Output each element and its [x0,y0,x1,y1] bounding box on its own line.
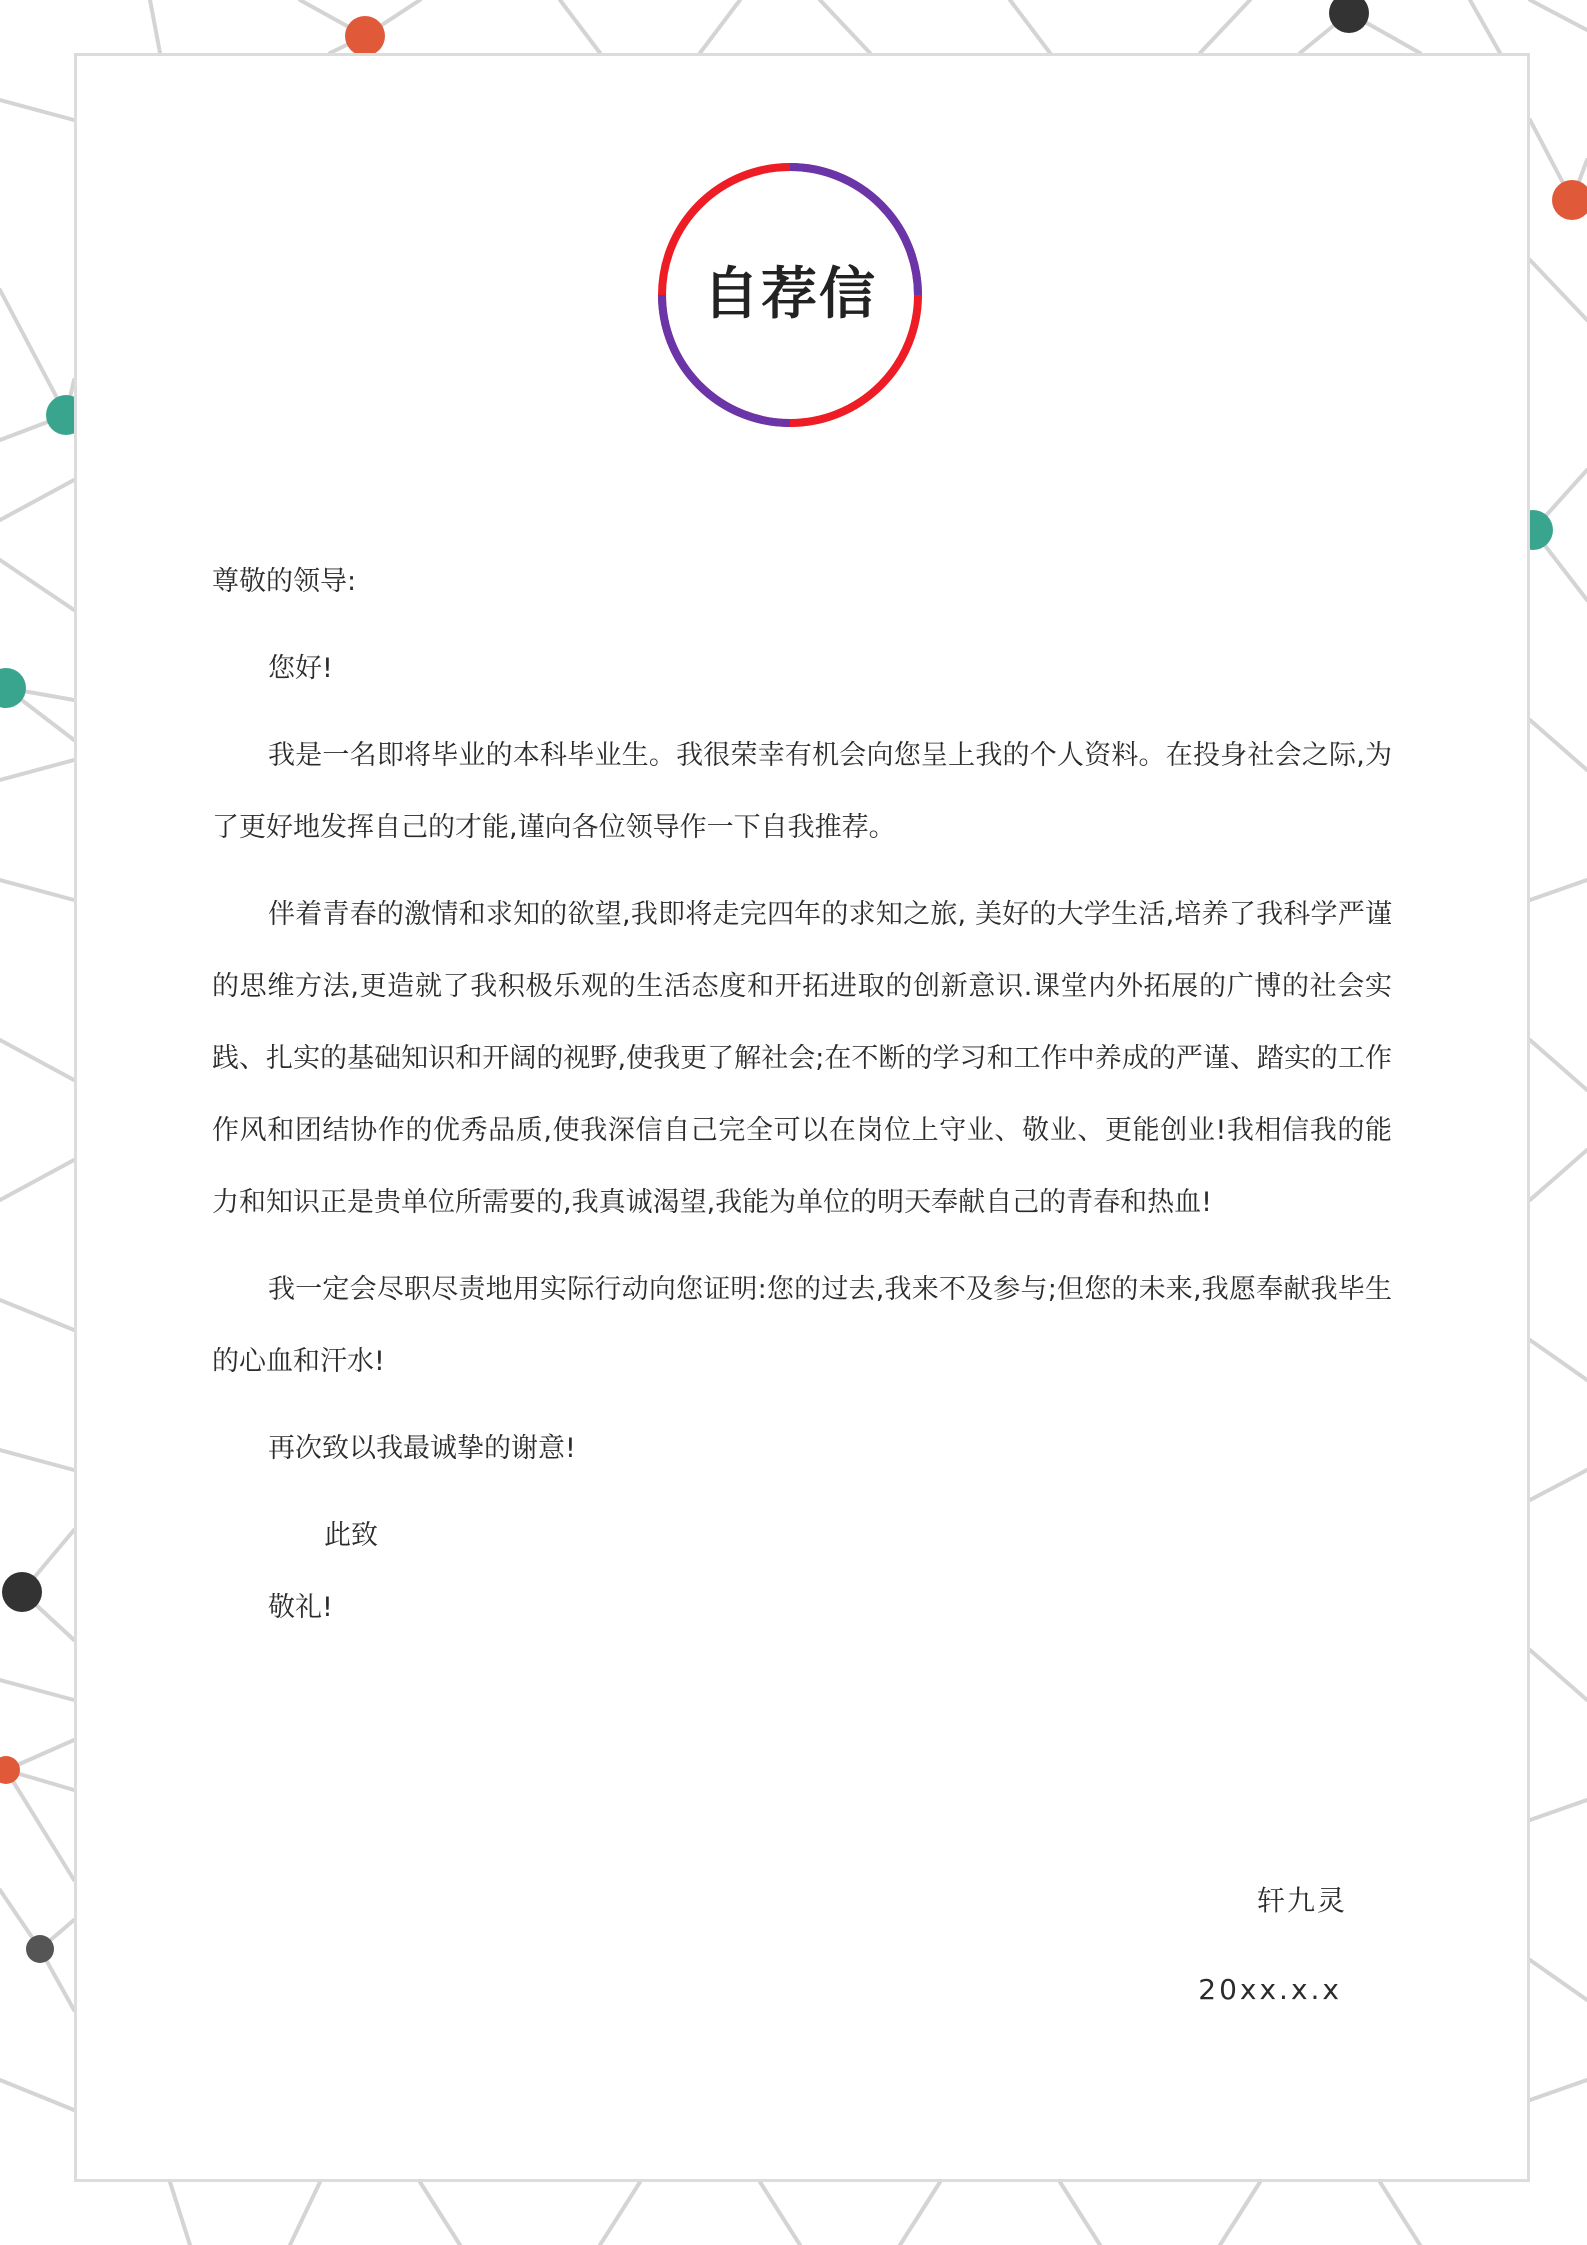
decor-dot-orange [345,16,385,56]
decor-dot-orange [1552,180,1587,220]
signature: 轩九灵 [1256,1884,1347,1917]
closing-line-1: 此致 [324,1520,378,1551]
title-badge [655,160,925,430]
salutation: 尊敬的领导: [212,566,357,597]
decor-dot-dark [2,1572,42,1612]
paragraph-thanks: 再次致以我最诚挚的谢意! [268,1433,576,1464]
letter-sheet [74,53,1530,2182]
paragraph-commitment: 我一定会尽职尽责地用实际行动向您证明:您的过去,我来不及参与;但您的未来,我愿奉献我毕生的心血和汗水! [212,1274,1392,1377]
greeting: 您好! [268,653,333,684]
decor-dot-orange [0,1756,20,1784]
paragraph-experience: 伴着青春的激情和求知的欲望,我即将走完四年的求知之旅, 美好的大学生活,培养了我科学严谨的思维方法,更造就了我积极乐观的生活态度和开拓进取的创新意识.课堂内外拓展的广博的社会实践、扎实的基础知识和开阔的视野,使我更了解社会;在不断的学习和工作中养成的严谨、踏实的工作作风和团结协作的优秀品质,使我深信自己完全可以在岗位上守业、敬业、更能创业!我相信我的能力和知识正是贵单位所需要的,我真诚渴望,我能为单位的明天奉献自己的青春和热血! [212,899,1392,1218]
closing-line-2: 敬礼! [268,1592,333,1623]
paragraph-intro: 我是一名即将毕业的本科毕业生。我很荣幸有机会向您呈上我的个人资料。在投身社会之际,为了更好地发挥自己的才能,谨向各位领导作一下自我推荐。 [212,740,1392,843]
decor-dot-dark [1329,0,1369,33]
page-title: 自荐信 [703,262,877,327]
letter-date: 20xx.x.x [1198,1973,1342,2006]
letter-body [212,546,1392,1644]
decor-dot-gray [26,1935,54,1963]
